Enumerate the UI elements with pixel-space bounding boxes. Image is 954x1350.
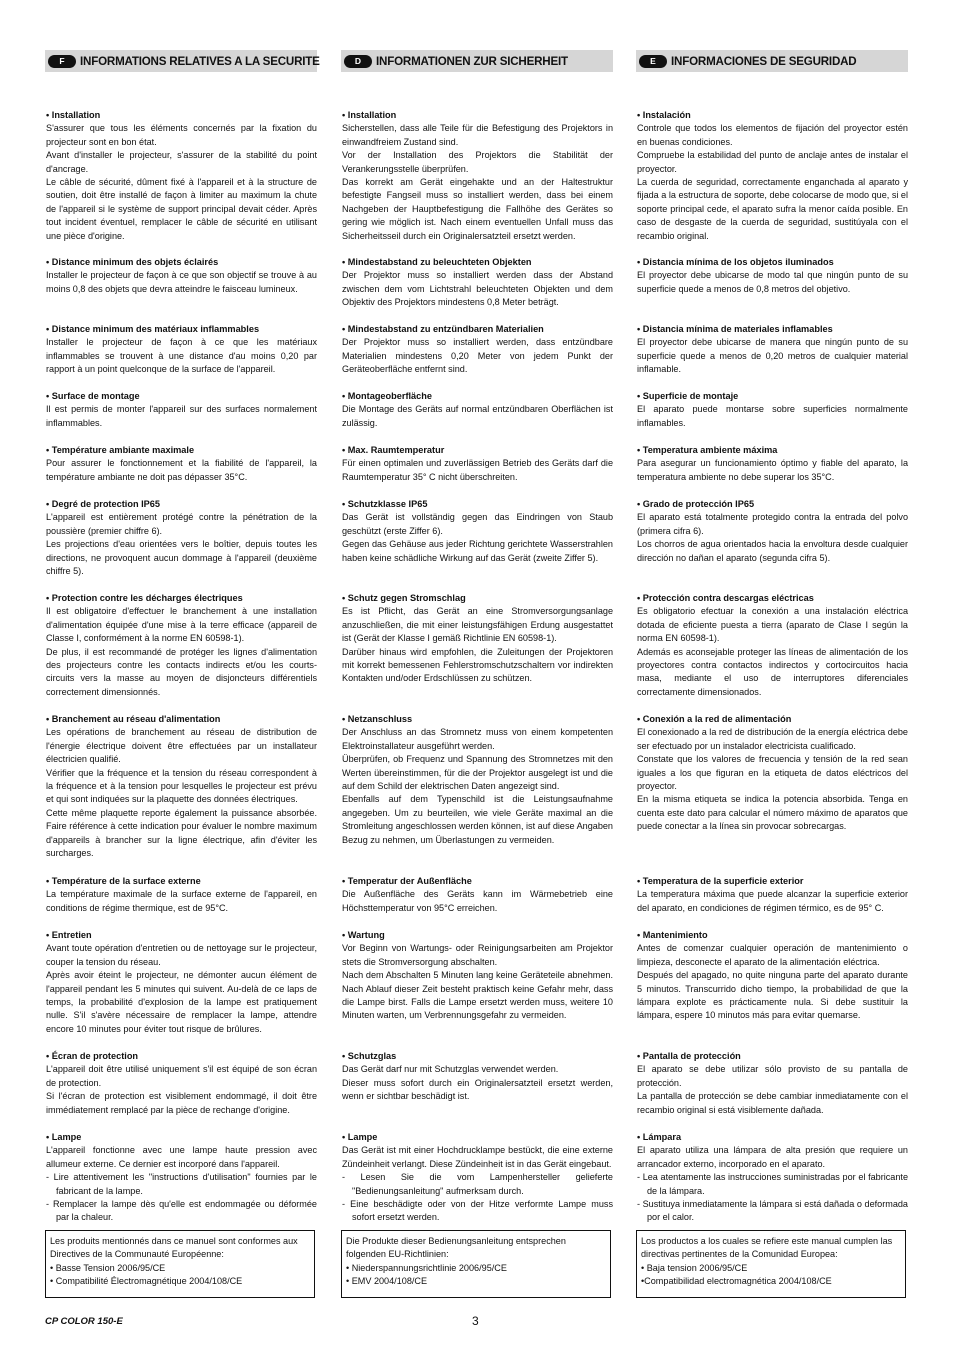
paragraph: El proyector debe ubicarse de manera que ningún punto de su superficie quede a menos de 0,20 metros de cualquier material inflamable. [637,337,908,375]
safety-section [342,109,613,243]
safety-section [46,929,317,1036]
bullet-list [342,1171,613,1225]
safety-section [46,1050,317,1117]
section-title: • Branchement au réseau d'alimentation [46,714,221,724]
section-title: • Distancia mínima de materiales inflamables [637,324,833,334]
section-header [341,50,613,72]
paragraph: La pantalla de protección se debe cambiar inmediatamente con el recambio original si está visiblemente dañada. [637,1091,908,1115]
section-body [46,1063,317,1117]
section-body [342,457,613,484]
paragraph: La temperatura máxima que puede alcanzar la superficie exterior del aparato, en condiciones de régimen térmico, es de 95° C. [637,889,908,913]
safety-section [342,929,613,1023]
section-body [342,403,613,430]
conformity-box [636,1230,906,1298]
bullet-list [46,1171,317,1225]
safety-section [637,109,908,243]
safety-section [46,592,317,699]
conformity-intro: Die Produkte dieser Bedienungsanleitung entsprechen folgenden EU-Richtlinien: [346,1236,566,1260]
safety-section [637,444,908,484]
paragraph: Constate que los valores de frecuencia y tensión de la red sean iguales a los que figuran en la etiqueta de datos eléctricos del proyector. [637,754,908,792]
section-title: • Mantenimiento [637,930,708,940]
section-body [46,511,317,578]
section-body [46,122,317,243]
list-item: - Lire attentivement les "instructions d'utilisation" fournies par le fabricant de la lampe. [46,1172,317,1196]
paragraph: Die Montage des Geräts auf normal entzündbaren Oberflächen ist zulässig. [342,404,613,428]
section-body [342,336,613,376]
paragraph: L'appareil doit être utilisé uniquement s'il est équipé de son écran de protection. [46,1064,317,1088]
section-title: • Installation [46,110,101,120]
section-body [46,269,317,296]
safety-section [637,1050,908,1117]
bullet-list [637,1171,908,1225]
section-title: • Protección contra descargas eléctricas [637,593,814,603]
section-title: • Temperatur der Außenfläche [342,876,472,886]
section-title: • Schutzklasse IP65 [342,499,428,509]
section-body [46,888,317,915]
section-body [637,1144,908,1224]
paragraph: Ebenfalls auf dem Typenschild ist die Leistungsaufnahme angegeben. Um zu beurteilen, wie viele Geräte maximal an die Stromleitung angeschlossen werden können, ist auf diese Angaben Bezug zu nehmen, um Überlastungen zu vermeiden. [342,794,613,845]
section-body [637,269,908,296]
paragraph: Les projections d'eau orientées vers le boîtier, depuis toutes les directions, ne provoquent aucun dommage à l'appareil (deuxième chiffre 5). [46,539,317,577]
directive-line: • Basse Tension 2006/95/CE [50,1262,166,1273]
section-body [342,269,613,309]
paragraph: Cette même plaquette reporte également la puissance absorbée. Faire référence à cette indication pour évaluer le nombre maximum d'appareils à brancher sur la ligne électrique, afin d'éviter les surcharges. [46,807,317,859]
section-body [342,605,613,685]
section-body [637,726,908,833]
section-title: • Grado de protección IP65 [637,499,755,509]
safety-section [342,256,613,310]
conformity-box [341,1230,611,1298]
directive-line: •Compatibilidad electromagnética 2004/108/CE [641,1276,832,1287]
safety-section [46,713,317,860]
page-number: 3 [472,1314,479,1328]
section-header-title: INFORMACIONES DE SEGURIDAD [671,54,857,68]
column-french [45,50,320,1287]
section-title: • Distance minimum des objets éclairés [46,257,219,267]
directive-line: • Compatibilité Électromagnétique 2004/108/CE [50,1276,243,1287]
safety-sections [45,72,317,1242]
section-header [636,50,908,72]
paragraph: Für einen optimalen und zuverlässigen Betrieb des Geräts darf die Raumtemperatur 35° C nicht überschreiten. [342,458,613,482]
section-body [342,726,613,847]
safety-section [46,1131,317,1225]
paragraph: Il est obligatoire d'effectuer le branchement à une installation d'alimentation équipée d'une mise à la terre efficace (appareil de Classe I, conformément à la norme EN 60598-1). [46,606,317,644]
safety-section [637,323,908,377]
section-title: • Instalación [637,110,691,120]
paragraph: En la misma etiqueta se indica la potencia absorbida. Tenga en cuenta este dato para calcular el número máximo de aparatos que puede conectar a la línea sin provocar sobrecargas. [637,794,908,832]
section-body [637,122,908,243]
paragraph: Gegen das Gehäuse aus jeder Richtung gerichtete Wasserstrahlen haben keine schädliche Wirkung auf das Gerät (zweite Ziffer 5). [342,539,613,563]
section-title: • Montageoberfläche [342,391,432,401]
safety-section [46,323,317,377]
paragraph: Das Gerät darf nur mit Schutzglas verwendet werden. [342,1064,559,1075]
section-title: • Degré de protection IP65 [46,499,161,509]
safety-section [342,1131,613,1225]
paragraph: El proyector debe ubicarse de modo tal que ningún punto de su superficie quede a menos de 0,8 metros del objetivo. [637,270,908,294]
safety-section [637,498,908,565]
paragraph: Der Anschluss an das Stromnetz muss von einem kompetenten Elektroinstallateur ausgeführt werden. [342,727,613,751]
paragraph: L'appareil fonctionne avec une lampe haute pression avec allumeur externe. Ce dernier est incorporé dans l'appareil. [46,1145,317,1169]
section-title: • Mindestabstand zu entzündbaren Materialien [342,324,544,334]
section-body [46,605,317,699]
paragraph: Le câble de sécurité, dûment fixé à l'appareil et à la structure de soutien, doit être installé de façon à limiter au maximum la chute de l'appareil si le système de support principal devait céder. Après tout incident éventuel, remplacer le câble de sécurité en utilisant une pièce d'origine. [46,177,317,241]
section-body [342,888,613,915]
paragraph: Es ist Pflicht, das Gerät an eine Stromversorgungsanlage anzuschließen, die mit einer leistungsfähigen Erdung ausgestattet ist (Gerät der Klasse I gemäß Richtlinie EN 60598-1). [342,606,613,644]
paragraph: Il est permis de monter l'appareil sur des surfaces normalement inflammables. [46,404,317,428]
paragraph: Vor Beginn von Wartungs- oder Reinigungsarbeiten am Projektor stets die Stromversorgung abschalten. [342,943,613,967]
paragraph: Nach dem Abschalten 5 Minuten lang keine Geräteteile abnehmen. Nach Ablauf dieser Zeit besteht praktisch keine Gefahr mehr, dass die Lampe birst. Falls die Lampe ersetzt werden muss, weitere 10 Minuten warten, um Verbrennungsgefahr zu vermeiden. [342,970,613,1021]
safety-sections [341,72,613,1242]
conformity-box [45,1230,315,1298]
paragraph: Les opérations de branchement au réseau de distribution de l'énergie électrique doivent être effectuées par un installateur électricien qualifié. [46,727,317,765]
section-title: • Distance minimum des matériaux inflammables [46,324,260,334]
paragraph: La cuerda de seguridad, correctamente enganchada al aparato y fijada a la estructura de soporte, debe colocarse de modo que, si el soporte principal cede, el aparato sufra la menor caída posible. En caso de desgaste de la cuerda de seguridad, sustitúyala con el recambio original. [637,177,908,241]
paragraph: Compruebe la estabilidad del punto de anclaje antes de instalar el proyector. [637,150,908,174]
section-body [46,1144,317,1224]
section-title: • Temperatura ambiente máxima [637,445,778,455]
paragraph: S'assurer que tous les éléments concernés par la fixation du projecteur sont en bon état. [46,123,317,147]
paragraph: Der Projektor muss so installiert werden dass der Abstand zwischen dem vom Lichtstrahl beleuchteten Objekten und dem Objektiv des Projektors mindestens 0,8 Meter beträgt. [342,270,613,308]
paragraph: Après avoir éteint le projecteur, ne démonter aucun élément de l'appareil pendant les 5 minutes qui suivent. Au-delà de ce laps de temps, la probabilité d'explosion de la lampe est pratiquement nulle. S'il s'avère nécessaire de remplacer la lampe, attendre encore 10 minutes pour éviter tout risque de brûlures. [46,970,317,1034]
section-body [637,336,908,376]
section-header-title: INFORMATIONEN ZUR SICHERHEIT [376,54,568,68]
directive-line: • Niederspannungsrichtlinie 2006/95/CE [346,1262,507,1273]
safety-section [637,875,908,915]
paragraph: Die Außenfläche des Geräts kann im Wärmebetrieb eine Höchsttemperatur von 95°C erreichen. [342,889,613,913]
section-title: • Netzanschluss [342,714,413,724]
list-item: - Lea atentamente las instrucciones suministradas por el fabricante de la lámpara. [637,1172,908,1196]
column-german [341,50,613,1287]
paragraph: El aparato utiliza una lámpara de alta presión que requiere un arrancador externo, incorporado en el aparato. [637,1145,908,1169]
paragraph: Además es aconsejable proteger las líneas de alimentación de los proyectores contra contactos indirectos y cortocircuitos hacia masa, mediante el uso de interruptores diferenciales correctamente dimensionados. [637,646,908,697]
safety-sections [636,72,908,1242]
section-title: • Température ambiante maximale [46,445,195,455]
paragraph: El aparato está totalmente protegido contra la entrada del polvo (primera cifra 6). [637,512,908,536]
paragraph: Los chorros de agua orientados hacia la envoltura desde cualquier dirección no dañan el aparato (segunda cifra 5). [637,539,908,563]
safety-section [46,390,317,430]
language-badge: F [48,55,76,68]
safety-section [637,592,908,699]
paragraph: Vor der Installation des Projektors die Stabilität der Verankerungsstelle überprüfen. [342,150,613,174]
safety-section [46,109,317,243]
paragraph: El aparato puede montarse sobre superficies normalmente inflamables. [637,404,908,428]
safety-section [637,713,908,834]
paragraph: El conexionado a la red de distribución de la energía eléctrica debe ser efectuado por un instalador electricista cualificado. [637,727,908,751]
safety-section [46,498,317,578]
section-body [46,457,317,484]
section-body [46,403,317,430]
section-title: • Protection contre les décharges électriques [46,593,243,603]
paragraph: Darüber hinaus wird empfohlen, die Zuleitungen der Projektoren mit korrekt bemessenen Fehlerstromschutzschaltern vor indirekten Kontakten und/oder Erdschlüssen zu schützen. [342,646,613,684]
paragraph: Para asegurar un funcionamiento óptimo y fiable del aparato, la temperatura ambiente no debe superar los 35°C. [637,458,908,482]
section-title: • Lampe [342,1132,378,1142]
paragraph: Vérifier que la fréquence et la tension du réseau correspondent à la fréquence et à la tension pour lesquelles le projecteur est prévu et qui sont indiquées sur la plaquette des données électriques. [46,767,317,805]
section-body [342,1063,613,1103]
section-title: • Conexión a la red de alimentación [637,714,792,724]
paragraph: Das Gerät ist mit einer Hochdrucklampe bestückt, die eine externe Zündeinheit verlangt. Diese Zündeinheit ist in das Gerät eingebaut. [342,1145,613,1169]
safety-section [637,256,908,296]
section-body [637,403,908,430]
safety-section [342,592,613,686]
section-body [637,605,908,699]
safety-section [342,323,613,377]
section-body [342,511,613,565]
section-body [637,511,908,565]
paragraph: De plus, il est recommandé de protéger les lignes d'alimentation des projecteurs contre les contacts indirects et/ou les courts-circuits vers la masse au moyen de disjoncteurs différentiels correctement dimensionnés. [46,646,317,697]
safety-section [342,875,613,915]
section-title: • Pantalla de protección [637,1051,741,1061]
section-title: • Max. Raumtemperatur [342,445,445,455]
safety-section [46,875,317,915]
section-body [637,942,908,1022]
safety-section [46,256,317,296]
safety-section [342,444,613,484]
section-title: • Distancia mínima de los objetos iluminados [637,257,834,267]
paragraph: Avant d'installer le projecteur, s'assurer de la stabilité du point d'ancrage. [46,150,317,174]
language-badge: E [639,55,667,68]
section-body [637,457,908,484]
paragraph: Es obligatorio efectuar la conexión a una instalación eléctrica dotada de eficiente puesta a tierra (aparato de Clase I según la norma EN 60598-1). [637,606,908,644]
paragraph: Después del apagado, no quite ninguna parte del aparato durante 5 minutos. Transcurrido dicho tiempo, la probabilidad de que la lámpara explote es prácticamente nula. Si debe sustituir la lámpara, espere 10 minutos más para evitar quemarse. [637,970,908,1021]
paragraph: Installer le projecteur de façon à ce que son objectif se trouve à au moins 0,8 des objets que devra atteindre le faisceau lumineux. [46,270,317,294]
directive-line: • EMV 2004/108/CE [346,1276,428,1287]
list-item: - Sustituya inmediatamente la lámpara si está dañada o deformada por el calor. [637,1199,908,1223]
conformity-intro: Les produits mentionnés dans ce manuel sont conformes aux Directives de la Communauté Européenne: [50,1236,298,1260]
paragraph: La température maximale de la surface externe de l'appareil, en conditions de régime thermique, est de 95°C. [46,889,317,913]
model-name: CP COLOR 150-E [45,1316,123,1327]
section-title: • Installation [342,110,397,120]
section-body [46,942,317,1036]
section-title: • Schutz gegen Stromschlag [342,593,466,603]
section-body [342,1144,613,1224]
safety-section [46,444,317,484]
list-item: - Lesen Sie die vom Lampenhersteller gelieferte "Bedienungsanleitung" aufmerksam durch. [342,1172,613,1196]
safety-section [637,929,908,1023]
paragraph: Pour assurer le fonctionnement et la fiabilité de l'appareil, la température ambiante ne doit pas dépasser 35°C. [46,458,317,482]
column-spanish [636,50,908,1287]
safety-section [342,713,613,847]
section-title: • Wartung [342,930,385,940]
paragraph: Überprüfen, ob Frequenz und Spannung des Stromnetzes mit den Werten übereinstimmen, für die der Projektor ausgelegt ist und die auf dem Schild der elektrischen Daten angezeigt sind. [342,754,613,792]
safety-section [637,390,908,430]
paragraph: Controle que todos los elementos de fijación del proyector estén en buenas condiciones. [637,123,908,147]
paragraph: Das korrekt am Gerät eingehakte und an der Haltestruktur befestigte Fangseil muss so installiert werden, dass bei einem Nachgeben der Hauptbefestigung die Fallhöhe des Gerätes so gering wie möglich ist. Nach einem eventuellen Unfall muss das Sicherheitsseil durch ein Originalersatzteil ersetzt werden. [342,177,613,241]
paragraph: El aparato se debe utilizar sólo provisto de su pantalla de protección. [637,1064,908,1088]
section-body [46,726,317,860]
section-title: • Écran de protection [46,1051,139,1061]
section-title: • Superficie de montaje [637,391,739,401]
paragraph: Si l'écran de protection est visiblement endommagé, il doit être immédiatement remplacé par la pièce de rechange d'origine. [46,1091,317,1115]
paragraph: L'appareil est entièrement protégé contre la pénétration de la poussière (premier chiffre 6). [46,512,317,536]
section-title: • Temperatura de la superficie exterior [637,876,804,886]
section-title: • Entretien [46,930,92,940]
paragraph: Sicherstellen, dass alle Teile für die Befestigung des Projektors in einwandfreiem Zustand sind. [342,123,613,147]
section-body [46,336,317,376]
section-header-title: INFORMATIONS RELATIVES A LA SECURITE [80,54,320,68]
section-title: • Mindestabstand zu beleuchteten Objekten [342,257,532,267]
paragraph: Installer le projecteur de façon à ce que les matériaux inflammables se trouvent à une distance d'au moins 0,20 par rapport à un point quelconque de la surface de l'appareil. [46,337,317,375]
safety-section [637,1131,908,1225]
paragraph: Das Gerät ist vollständig gegen das Eindringen von Staub geschützt (erste Ziffer 6). [342,512,613,536]
safety-section [342,390,613,430]
list-item: - Remplacer la lampe dès qu'elle est endommagée ou déformée par la chaleur. [46,1199,317,1223]
section-body [637,888,908,915]
section-header [45,50,320,72]
section-body [637,1063,908,1117]
conformity-intro: Los productos a los cuales se refiere este manual cumplen las directivas pertinentes de la Comunidad Europea: [641,1236,893,1260]
safety-section [342,1050,613,1104]
section-title: • Schutzglas [342,1051,397,1061]
paragraph: Dieser muss sofort durch ein Originalersatzteil ersetzt werden, wenn er sichtbar beschädigt ist. [342,1077,613,1102]
language-badge: D [344,55,372,68]
section-title: • Lampe [46,1132,82,1142]
section-body [342,942,613,1022]
paragraph: Antes de comenzar cualquier operación de mantenimiento o limpieza, desconecte el aparato de la alimentación eléctrica. [637,943,908,967]
directive-line: • Baja tension 2006/95/CE [641,1262,748,1273]
section-title: • Surface de montage [46,391,140,401]
paragraph: Avant toute opération d'entretien ou de nettoyage sur le projecteur, couper la tension du réseau. [46,943,317,967]
list-item: - Eine beschädigte oder von der Hitze verformte Lampe muss sofort ersetzt werden. [342,1199,613,1223]
section-title: • Température de la surface externe [46,876,201,886]
safety-section [342,498,613,565]
section-body [342,122,613,243]
section-title: • Lámpara [637,1132,682,1142]
paragraph: Der Projektor muss so installiert werden, dass entzündbare Materialien mindestens 0,20 Meter von jedem Punkt der Geräteoberfläche entfernt sind. [342,337,613,375]
